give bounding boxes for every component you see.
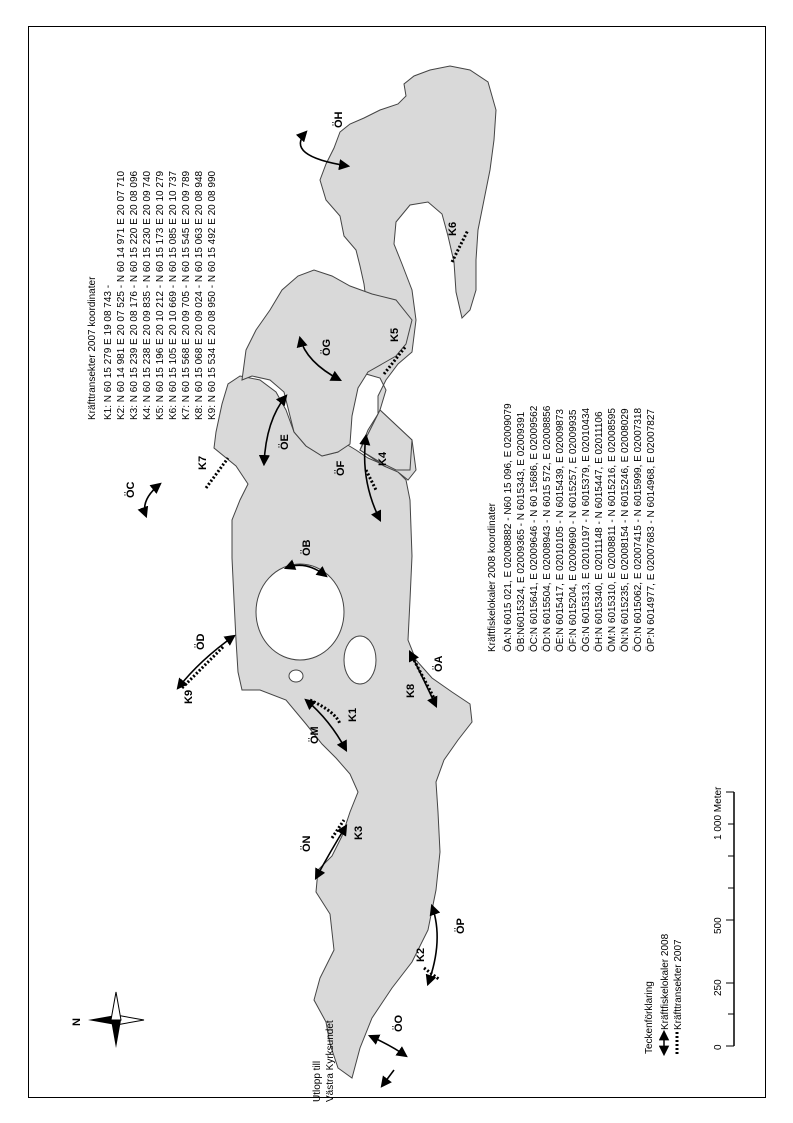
transekt-k7 xyxy=(206,458,228,488)
legend-title: Teckenförklaring xyxy=(644,981,655,1054)
scale-label-1000: 1 000 Meter xyxy=(713,786,724,840)
island-small xyxy=(344,636,376,684)
coords-2007-row: K7: N 60 15 568 E 20 09 705 - N 60 15 545 E 20 09 789 xyxy=(181,170,192,420)
coords-2007-row: K3: N 60 15 239 E 20 08 176 - N 60 15 220 E 20 08 096 xyxy=(129,170,140,420)
outlet-label-line2: Västra Kyrksundet xyxy=(325,1020,336,1102)
scale-bar xyxy=(713,786,734,1050)
coords-2007-row: K6: N 60 15 105 E 20 10 669 - N 60 15 085 E 20 10 737 xyxy=(168,170,179,420)
lokal-oo-arrow xyxy=(370,1036,406,1056)
coords-2008-row: ÖO:N 6015062, E 02007415 - N 6015999, E 02007318 xyxy=(633,407,644,652)
label-od: ÖD xyxy=(195,633,207,650)
lokal-oc-arrow xyxy=(145,484,160,516)
lake-body xyxy=(214,376,472,1078)
coords-2008-row: ÖB:N6015324, E 02009365 - N 6015343, E 02009391 xyxy=(516,411,527,652)
scale-label-500: 500 xyxy=(713,917,724,934)
coords-2008-row: ÖF:N 6015204, E 02009690 - N 6015257, E 02009935 xyxy=(568,409,579,652)
label-oc: ÖC xyxy=(125,481,137,498)
island-tiny xyxy=(289,670,303,682)
coords-2008-row: ÖH:N 6015340, E 02011148 - N 6015447, E 02011106 xyxy=(594,411,605,652)
label-oe: ÖE xyxy=(279,434,291,450)
legend-item-transekt: Kräfttransekter 2007 xyxy=(673,939,684,1030)
coords-2007-title: Kräfttransekter 2007 koordinater xyxy=(87,276,98,420)
coords-2007-row: K8: N 60 15 068 E 20 09 024 - N 60 15 063 E 20 08 948 xyxy=(194,170,205,420)
north-label: N xyxy=(71,1018,83,1026)
coords-2008-row: ÖN:N 6015235, E 02008154 - N 6015246, E 02008029 xyxy=(620,408,631,652)
coords-2008-row: ÖD:N 6015504, E 02008943 - N 6015 572, E 02008856 xyxy=(542,405,553,652)
label-k3: K3 xyxy=(353,825,365,840)
label-oo: ÖO xyxy=(393,1014,405,1032)
coords-2008-title: Kräftfiskelokaler 2008 koordinater xyxy=(487,503,498,652)
label-k4: K4 xyxy=(377,451,389,466)
label-om: ÖM xyxy=(309,726,321,744)
coords-2008-row: ÖM:N 6015310, E 02008811 - N 6015216, E 02008595 xyxy=(607,408,618,652)
legend xyxy=(644,933,684,1054)
outlet-label-line1: Utlopp till xyxy=(312,1060,323,1102)
coords-2008-row: ÖA:N 6015 021, E 02008882 - N60 15 096, E 02009079 xyxy=(503,403,514,652)
label-op: ÖP xyxy=(455,918,467,934)
north-arrow xyxy=(71,992,144,1048)
coords-2007-row: K5: N 60 15 196 E 20 10 212 - N 60 15 173 E 20 10 279 xyxy=(155,170,166,420)
coords-2008-row: ÖP:N 6014977, E 02007683 - N 6014968, E 02007827 xyxy=(646,409,657,652)
label-k8: K8 xyxy=(405,683,417,698)
coords-2008-row: ÖC:N 6015641, E 02009646 - N 60 15686, E 02009562 xyxy=(529,405,540,652)
label-og: ÖG xyxy=(321,338,333,356)
coords-2007-row: K9: N 60 15 534 E 20 08 950 - N 60 15 492 E 20 08 990 xyxy=(207,170,218,420)
coords-2007-row: K2: N 60 14 981 E 20 07 525 - N 60 14 971 E 20 07 710 xyxy=(116,170,127,420)
coords-2008-block xyxy=(487,403,657,652)
scale-label-0: 0 xyxy=(713,1044,724,1050)
coords-2008-row: ÖE:N 6015417, E 02010105 - N 6015439, E 02009873 xyxy=(555,409,566,652)
transekt-k9 xyxy=(182,646,224,688)
label-k7: K7 xyxy=(197,455,209,470)
coords-2007-block xyxy=(87,170,218,420)
island-large xyxy=(256,564,344,660)
legend-item-lokal: Kräftfiskelokaler 2008 xyxy=(660,933,671,1030)
outlet-arrow xyxy=(382,1070,394,1086)
label-oa: ÖA xyxy=(433,655,445,672)
coords-2007-row: K1: N 60 15 279 E 19 08 743 - xyxy=(103,284,114,420)
label-k1: K1 xyxy=(347,707,359,722)
label-k6: K6 xyxy=(447,221,459,236)
label-k5: K5 xyxy=(389,327,401,342)
coords-2008-row: ÖG:N 6015313, E 02010197 - N 6015379, E 02010434 xyxy=(581,407,592,652)
label-k9: K9 xyxy=(183,689,195,704)
label-on: ÖN xyxy=(301,835,313,852)
label-k2: K2 xyxy=(415,947,427,962)
coords-2007-row: K4: N 60 15 238 E 20 09 835 - N 60 15 230 E 20 09 740 xyxy=(142,170,153,420)
scale-label-250: 250 xyxy=(713,979,724,996)
label-oh: ÖH xyxy=(333,111,345,128)
label-ob: ÖB xyxy=(301,539,313,556)
label-of: ÖF xyxy=(335,460,347,476)
